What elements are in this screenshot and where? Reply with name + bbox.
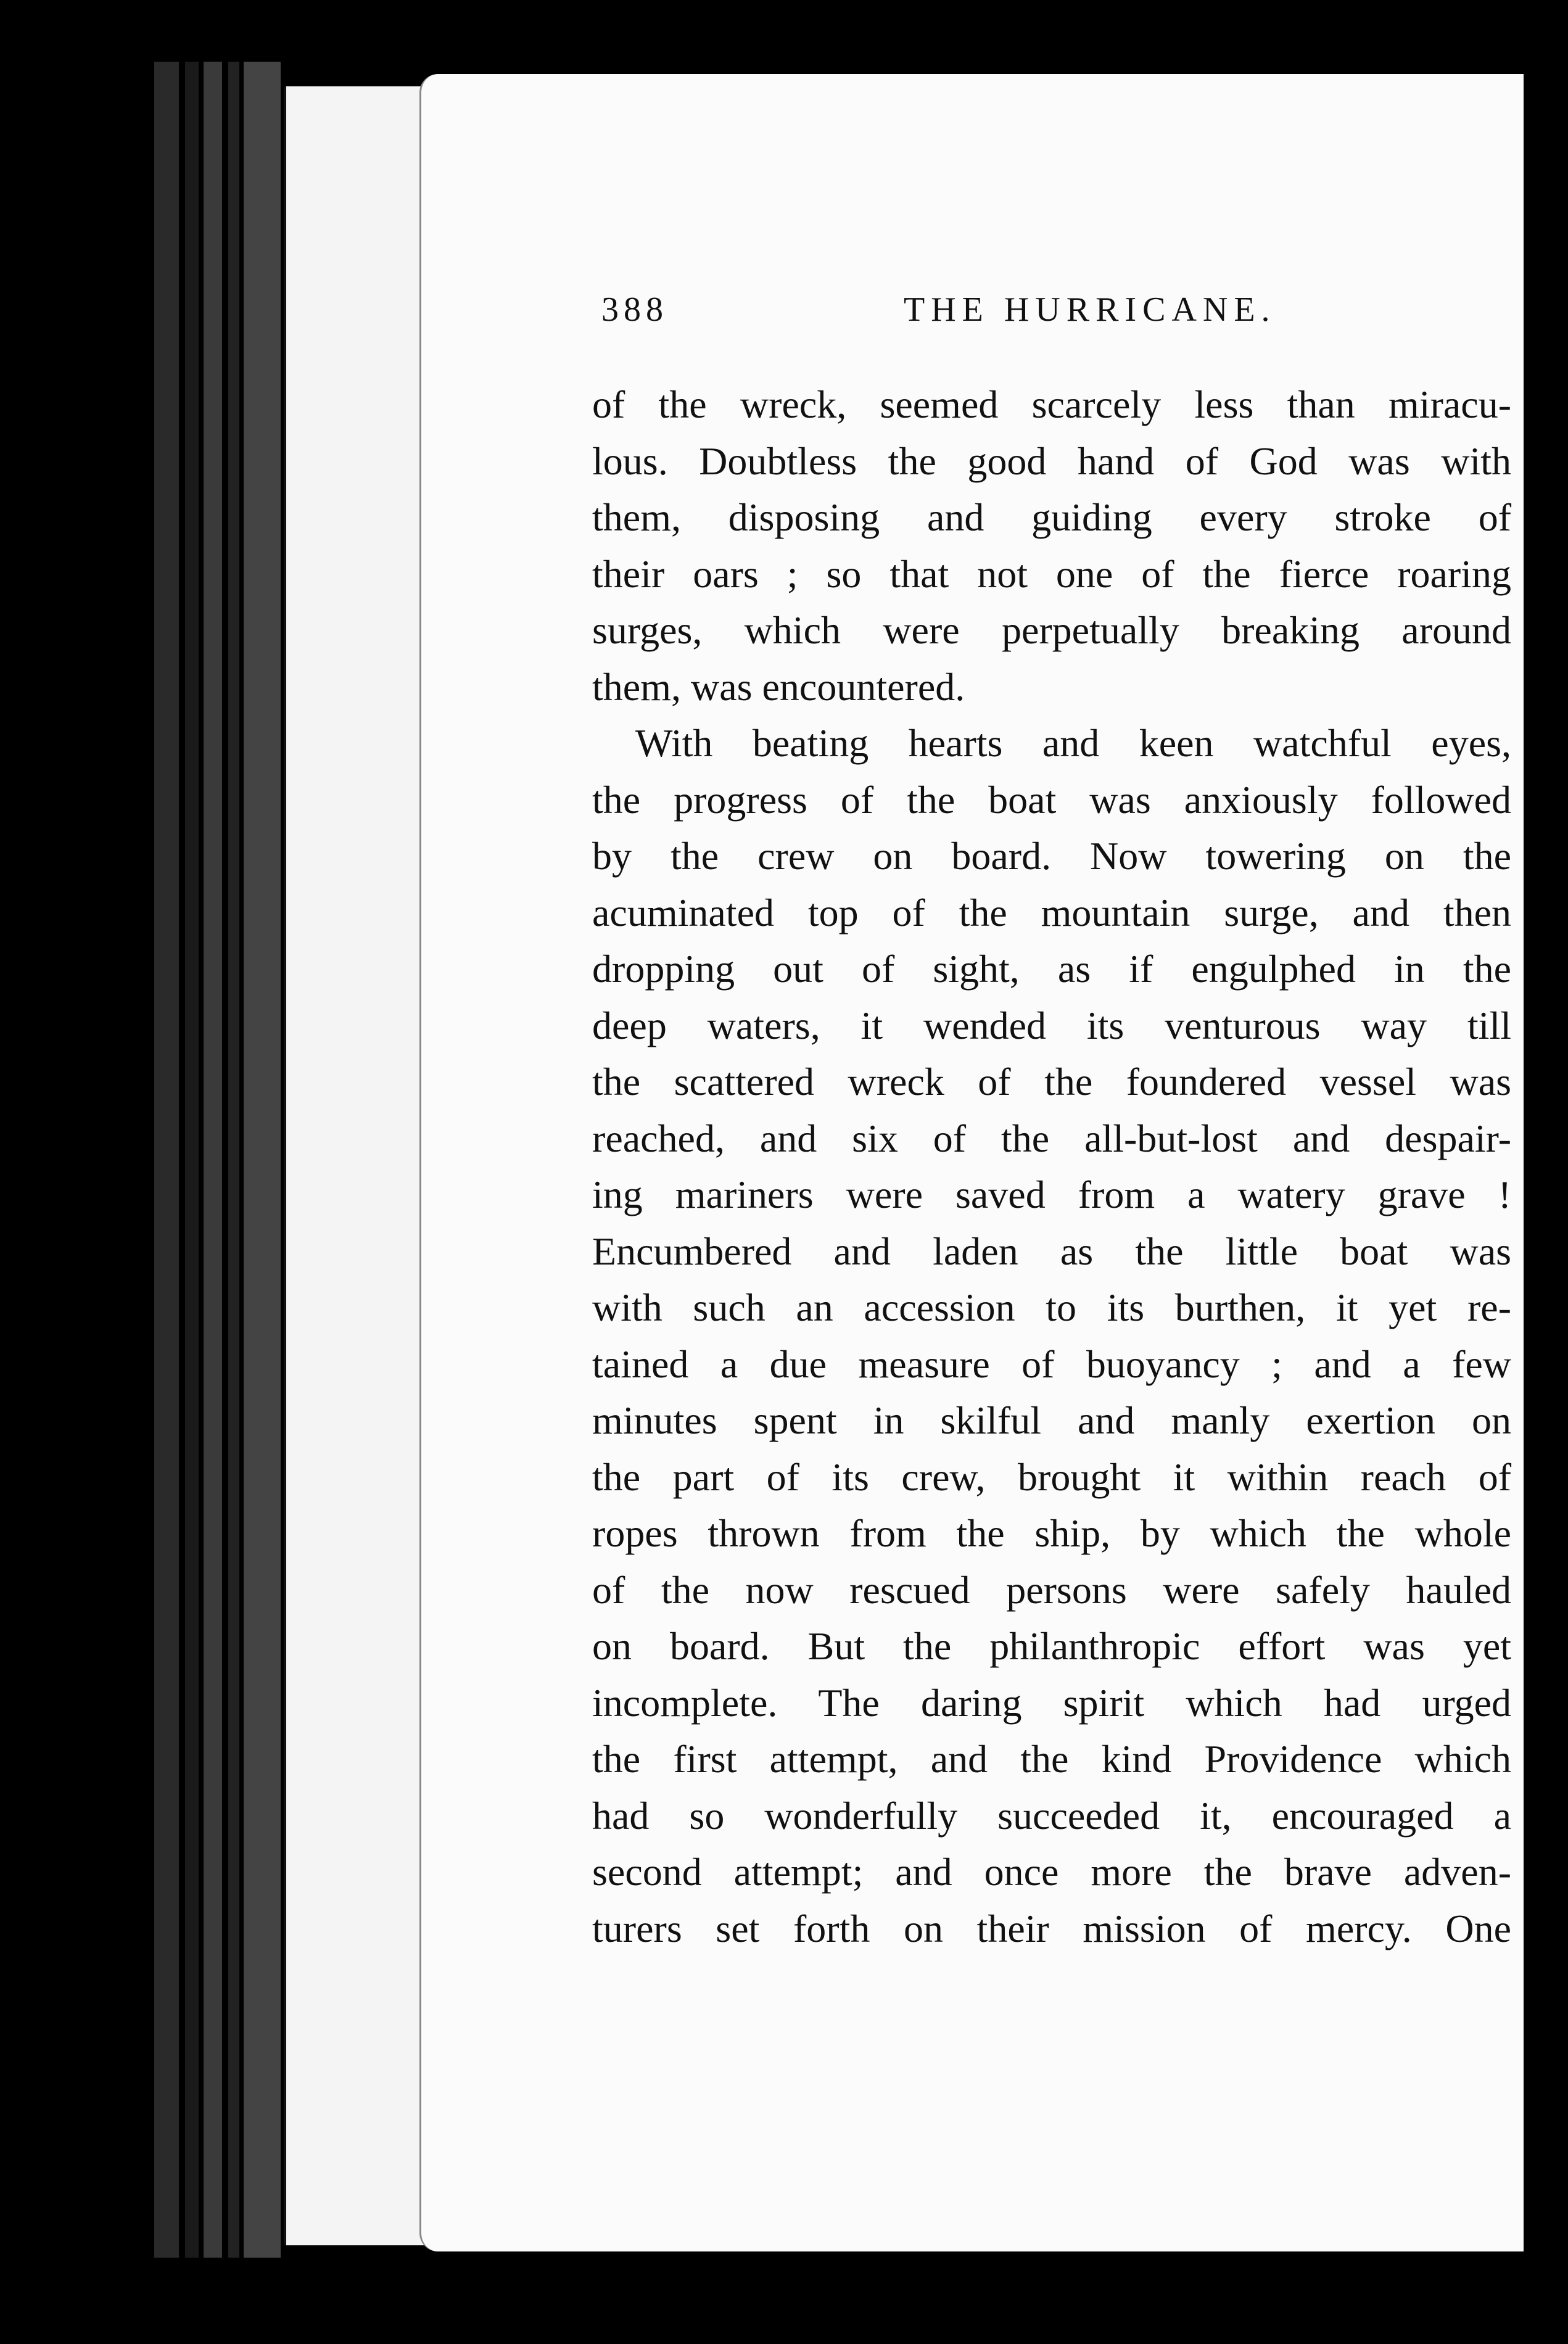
text-line: tained a due measure of buoyancy ; and a few (592, 1342, 1511, 1386)
text-line: the progress of the boat was anxiously followed (592, 777, 1511, 822)
text-line: incomplete. The daring spirit which had urged (592, 1680, 1511, 1725)
scan-border (1524, 0, 1568, 2344)
text-line: With beating hearts and keen watchful eyes, (635, 721, 1511, 765)
text-line: surges, which were perpetually breaking around (592, 608, 1511, 652)
text-line: ing mariners were saved from a watery grave ! (592, 1173, 1511, 1216)
text-line: the part of its crew, brought it within reach of (592, 1455, 1511, 1499)
book-edge (244, 62, 281, 2258)
text-line: turers set forth on their mission of mercy. One (592, 1906, 1511, 1950)
page-number: 388 (601, 291, 668, 329)
text-line: deep waters, it wended its venturous way till (592, 1003, 1511, 1047)
text-line: them, was encountered. (592, 664, 965, 709)
book-edge (204, 62, 222, 2258)
text-line: the scattered wreck of the foundered vessel was (592, 1060, 1511, 1104)
body-text (592, 376, 1511, 1957)
text-line: their oars ; so that not one of the fierce roaring (592, 551, 1511, 596)
text-line: by the crew on board. Now towering on the (592, 834, 1511, 878)
text-line: minutes spent in skilful and manly exertion on (592, 1398, 1511, 1442)
page-gutter (284, 86, 428, 2245)
text-line: of the wreck, seemed scarcely less than miracu- (592, 382, 1511, 426)
book-edge (154, 62, 179, 2258)
text-line: dropping out of sight, as if engulphed in the (592, 947, 1511, 991)
text-line: them, disposing and guiding every stroke of (592, 495, 1511, 539)
text-line: lous. Doubtless the good hand of God was with (592, 439, 1511, 483)
text-line: of the now rescued persons were safely hauled (592, 1567, 1511, 1612)
text-line: on board. But the philanthropic effort was yet (592, 1624, 1511, 1668)
text-line: Encumbered and laden as the little boat was (592, 1229, 1511, 1273)
text-line: had so wonderfully succeeded it, encouraged a (592, 1793, 1511, 1838)
text-line: the first attempt, and the kind Providence which (592, 1737, 1511, 1781)
text-line: acuminated top of the mountain surge, and then (592, 890, 1511, 935)
text-line: ropes thrown from the ship, by which the whole (592, 1511, 1511, 1555)
book-edge (185, 62, 199, 2258)
running-head: THE HURRICANE. (904, 291, 1276, 329)
text-line: with such an accession to its burthen, it yet re- (592, 1285, 1511, 1329)
text-line: reached, and six of the all-but-lost and despair- (592, 1116, 1511, 1160)
page-header (601, 290, 1539, 339)
book-edge (228, 62, 239, 2258)
text-line: second attempt; and once more the brave adven- (592, 1850, 1511, 1894)
